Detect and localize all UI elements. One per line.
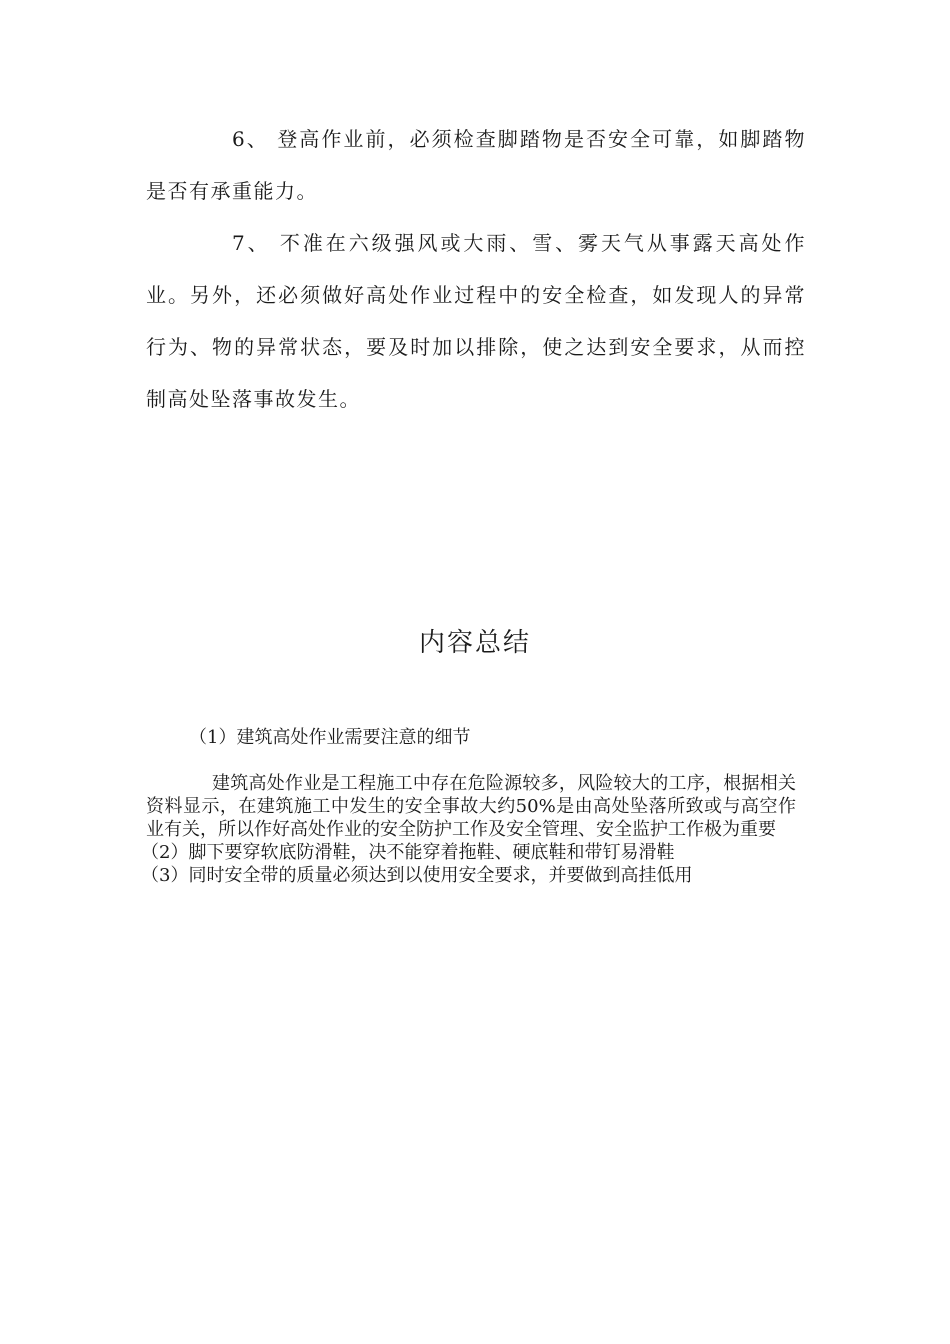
paragraph-item-7: 7、 不准在六级强风或大雨、雪、雾天气从事露天高处作业。另外，还必须做好高处作业过程中的安全检查，如发现人的异常行为、物的异常状态，要及时加以排除，使之达到安全要求，从而控制高处坠落事故发生。 [146,231,806,411]
summary-body [141,772,796,887]
body-text [146,113,806,425]
summary-item-3: （3）同时安全带的质量必须达到以使用安全要求，并要做到高挂低用 [141,865,693,886]
summary-item-1: （1）建筑高处作业需要注意的细节 [189,727,471,748]
summary-item-2: （2）脚下要穿软底防滑鞋，决不能穿着拖鞋、硬底鞋和带钉易滑鞋 [141,842,675,863]
summary-paragraph: 建筑高处作业是工程施工中存在危险源较多，风险较大的工序，根据相关资料显示，在建筑施工中发生的安全事故大约50%是由高处坠落所致或与高空作业有关，所以作好高处作业的安全防护工作及安全管理、安全监护工作极为重要 [146,773,796,840]
paragraph-item-6: 6、 登高作业前，必须检查脚踏物是否安全可靠，如脚踏物是否有承重能力。 [146,127,806,203]
summary-title: 内容总结 [418,628,531,658]
